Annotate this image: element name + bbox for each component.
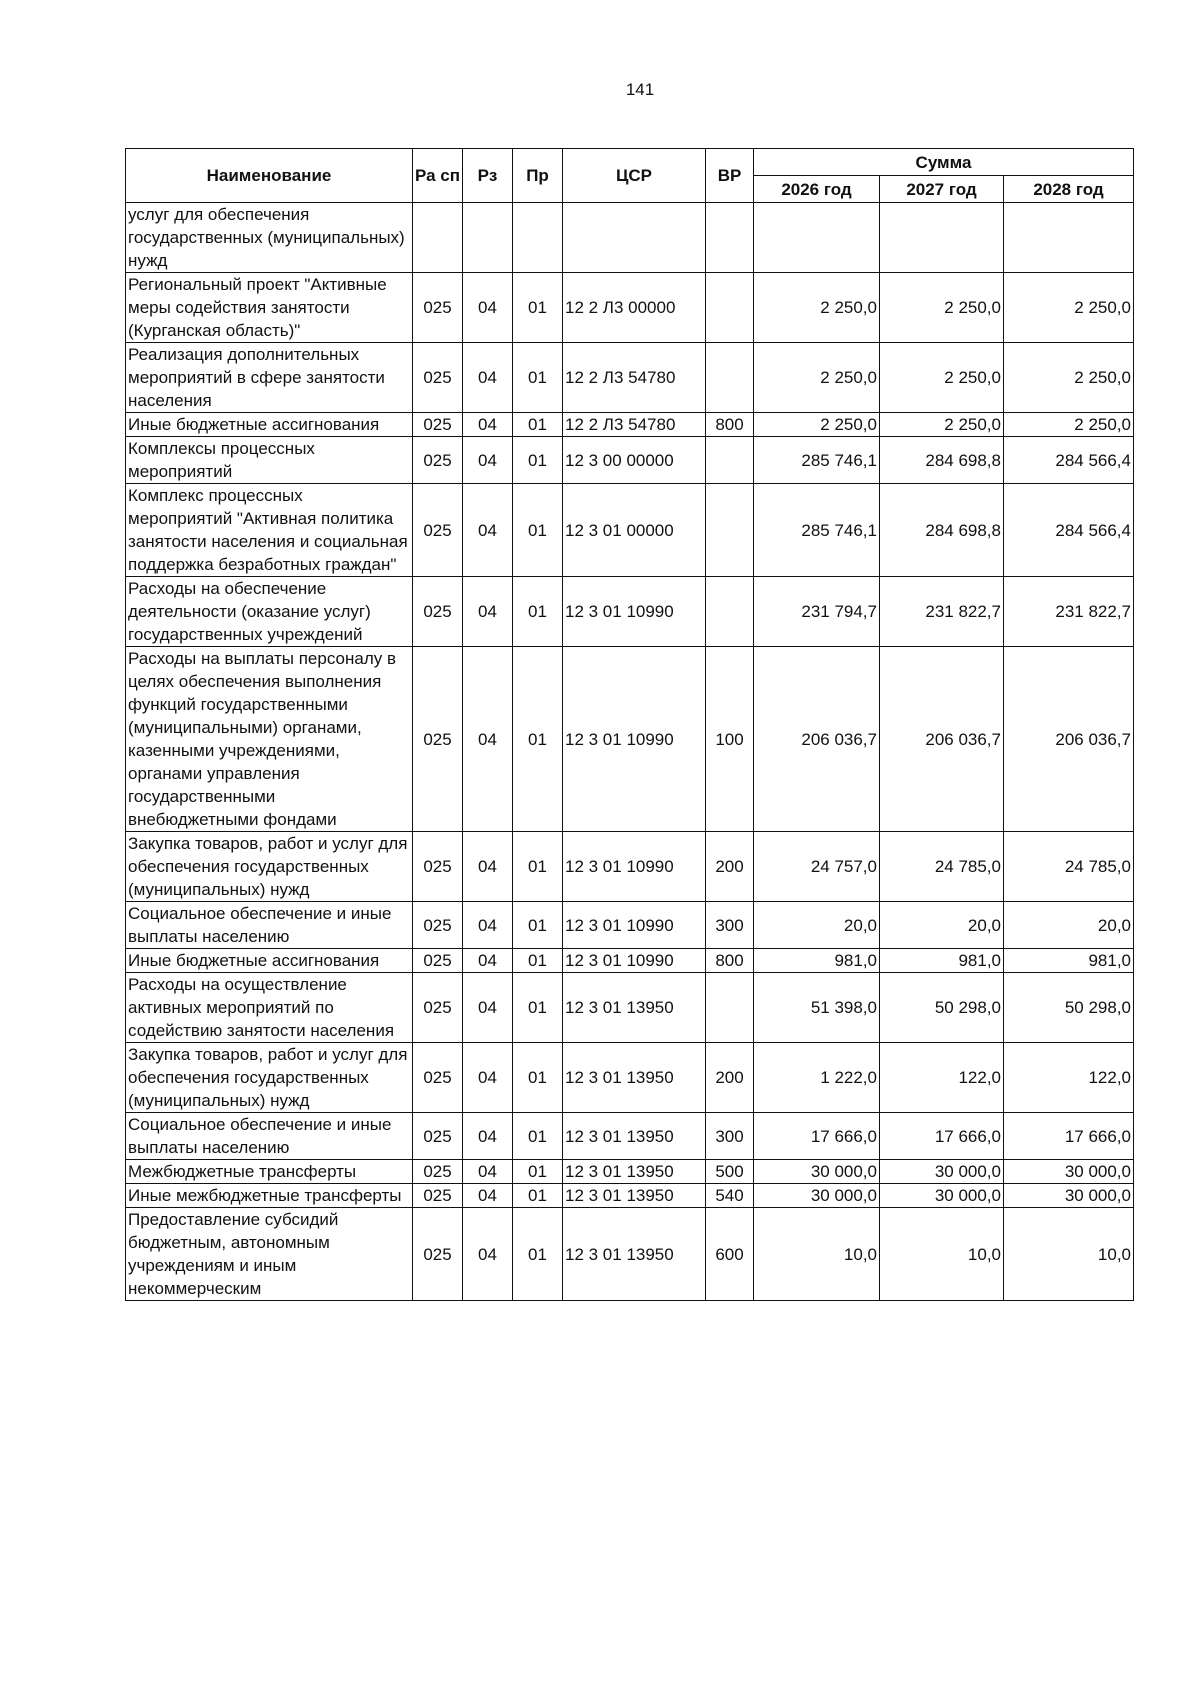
row-vr: 100 [706, 647, 754, 832]
header-pr: Пр [513, 149, 563, 203]
row-sum-2026: 981,0 [754, 949, 880, 973]
row-rz: 04 [463, 484, 513, 577]
row-sum-2027: 122,0 [880, 1043, 1004, 1113]
row-vr: 300 [706, 902, 754, 949]
row-rasp: 025 [413, 973, 463, 1043]
row-rasp: 025 [413, 273, 463, 343]
table-row [126, 1160, 1134, 1184]
row-sum-2028: 20,0 [1004, 902, 1134, 949]
table-row [126, 902, 1134, 949]
row-rasp: 025 [413, 1113, 463, 1160]
row-rz: 04 [463, 273, 513, 343]
row-vr [706, 437, 754, 484]
header-csr: ЦСР [563, 149, 706, 203]
row-name: Закупка товаров, работ и услуг для обеспечения государственных (муниципальных) нужд [126, 1043, 413, 1113]
row-pr: 01 [513, 973, 563, 1043]
row-rz: 04 [463, 973, 513, 1043]
row-rz: 04 [463, 413, 513, 437]
budget-table [125, 148, 1134, 1301]
row-sum-2026: 2 250,0 [754, 413, 880, 437]
row-rasp: 025 [413, 1184, 463, 1208]
row-sum-2026: 285 746,1 [754, 484, 880, 577]
row-pr: 01 [513, 437, 563, 484]
row-csr: 12 3 01 13950 [563, 1113, 706, 1160]
row-sum-2026: 10,0 [754, 1208, 880, 1301]
row-name: Расходы на выплаты персоналу в целях обеспечения выполнения функций государственными (муниципальными) органами, казенными учреждениями, органами управления государственными внебюджетными фондами [126, 647, 413, 832]
row-rasp: 025 [413, 437, 463, 484]
row-rasp: 025 [413, 1160, 463, 1184]
row-pr: 01 [513, 832, 563, 902]
row-sum-2027: 284 698,8 [880, 437, 1004, 484]
row-sum-2027: 20,0 [880, 902, 1004, 949]
row-sum-2028: 2 250,0 [1004, 273, 1134, 343]
row-csr: 12 3 01 13950 [563, 1184, 706, 1208]
row-sum-2028: 30 000,0 [1004, 1184, 1134, 1208]
row-name: Иные бюджетные ассигнования [126, 413, 413, 437]
row-vr: 600 [706, 1208, 754, 1301]
table-row [126, 343, 1134, 413]
table-row [126, 437, 1134, 484]
row-sum-2027: 2 250,0 [880, 343, 1004, 413]
row-sum-2028: 50 298,0 [1004, 973, 1134, 1043]
row-csr: 12 3 01 10990 [563, 949, 706, 973]
table-row [126, 1184, 1134, 1208]
row-vr: 200 [706, 832, 754, 902]
row-pr: 01 [513, 1113, 563, 1160]
row-sum-2028: 2 250,0 [1004, 343, 1134, 413]
row-rasp: 025 [413, 1208, 463, 1301]
header-sum: Сумма [754, 149, 1134, 176]
row-sum-2028: 24 785,0 [1004, 832, 1134, 902]
row-rasp: 025 [413, 413, 463, 437]
row-name: Комплекс процессных мероприятий "Активная политика занятости населения и социальная поддержка безработных граждан" [126, 484, 413, 577]
row-csr: 12 2 Л3 54780 [563, 413, 706, 437]
row-csr: 12 2 Л3 54780 [563, 343, 706, 413]
row-rasp: 025 [413, 647, 463, 832]
row-sum-2028: 2 250,0 [1004, 413, 1134, 437]
row-rz: 04 [463, 577, 513, 647]
row-name: Социальное обеспечение и иные выплаты населению [126, 1113, 413, 1160]
row-csr: 12 3 01 10990 [563, 577, 706, 647]
row-name: Комплексы процессных мероприятий [126, 437, 413, 484]
row-csr: 12 3 00 00000 [563, 437, 706, 484]
row-sum-2026: 231 794,7 [754, 577, 880, 647]
row-sum-2027: 2 250,0 [880, 273, 1004, 343]
row-csr: 12 3 01 10990 [563, 832, 706, 902]
row-vr [706, 203, 754, 273]
row-sum-2028: 231 822,7 [1004, 577, 1134, 647]
row-csr: 12 3 01 13950 [563, 1208, 706, 1301]
table-body [126, 203, 1134, 1301]
row-vr: 200 [706, 1043, 754, 1113]
row-rz: 04 [463, 902, 513, 949]
row-rz: 04 [463, 647, 513, 832]
row-csr: 12 3 01 10990 [563, 647, 706, 832]
table-row [126, 647, 1134, 832]
row-sum-2027: 284 698,8 [880, 484, 1004, 577]
row-name: Закупка товаров, работ и услуг для обеспечения государственных (муниципальных) нужд [126, 832, 413, 902]
table-row [126, 973, 1134, 1043]
row-csr: 12 3 01 00000 [563, 484, 706, 577]
table-row [126, 949, 1134, 973]
table-row [126, 484, 1134, 577]
row-vr [706, 577, 754, 647]
table-header [126, 149, 1134, 203]
row-rz: 04 [463, 1043, 513, 1113]
table-row [126, 832, 1134, 902]
row-rz: 04 [463, 949, 513, 973]
row-pr: 01 [513, 577, 563, 647]
row-rasp: 025 [413, 577, 463, 647]
row-rasp: 025 [413, 343, 463, 413]
row-sum-2026: 30 000,0 [754, 1184, 880, 1208]
row-sum-2026: 1 222,0 [754, 1043, 880, 1113]
row-sum-2028: 30 000,0 [1004, 1160, 1134, 1184]
row-csr: 12 3 01 13950 [563, 1160, 706, 1184]
row-name: Иные бюджетные ассигнования [126, 949, 413, 973]
header-name: Наименование [126, 149, 413, 203]
row-sum-2026: 51 398,0 [754, 973, 880, 1043]
row-name: услуг для обеспечения государственных (муниципальных) нужд [126, 203, 413, 273]
table-row [126, 1208, 1134, 1301]
row-rz: 04 [463, 343, 513, 413]
row-pr: 01 [513, 484, 563, 577]
row-sum-2027: 17 666,0 [880, 1113, 1004, 1160]
row-sum-2027: 30 000,0 [880, 1184, 1004, 1208]
row-csr [563, 203, 706, 273]
header-vr: ВР [706, 149, 754, 203]
row-vr: 500 [706, 1160, 754, 1184]
row-sum-2026: 30 000,0 [754, 1160, 880, 1184]
row-name: Расходы на обеспечение деятельности (оказание услуг) государственных учреждений [126, 577, 413, 647]
row-name: Межбюджетные трансферты [126, 1160, 413, 1184]
row-sum-2027: 30 000,0 [880, 1160, 1004, 1184]
row-rasp: 025 [413, 949, 463, 973]
row-sum-2026: 17 666,0 [754, 1113, 880, 1160]
row-sum-2026: 2 250,0 [754, 273, 880, 343]
row-vr [706, 973, 754, 1043]
row-pr: 01 [513, 343, 563, 413]
row-sum-2026 [754, 203, 880, 273]
row-csr: 12 3 01 13950 [563, 973, 706, 1043]
row-sum-2028: 284 566,4 [1004, 484, 1134, 577]
row-vr [706, 343, 754, 413]
row-rz [463, 203, 513, 273]
row-name: Реализация дополнительных мероприятий в сфере занятости населения [126, 343, 413, 413]
row-csr: 12 3 01 13950 [563, 1043, 706, 1113]
row-sum-2028: 981,0 [1004, 949, 1134, 973]
row-sum-2028: 284 566,4 [1004, 437, 1134, 484]
row-rasp: 025 [413, 1043, 463, 1113]
table-row [126, 413, 1134, 437]
row-vr [706, 484, 754, 577]
row-sum-2028: 122,0 [1004, 1043, 1134, 1113]
row-csr: 12 2 Л3 00000 [563, 273, 706, 343]
table-row [126, 203, 1134, 273]
row-sum-2027: 206 036,7 [880, 647, 1004, 832]
table-row [126, 273, 1134, 343]
row-rasp [413, 203, 463, 273]
row-sum-2027: 24 785,0 [880, 832, 1004, 902]
row-sum-2028: 10,0 [1004, 1208, 1134, 1301]
row-name: Предоставление субсидий бюджетным, автономным учреждениям и иным некоммерческим [126, 1208, 413, 1301]
row-rz: 04 [463, 1184, 513, 1208]
row-rasp: 025 [413, 832, 463, 902]
row-name: Иные межбюджетные трансферты [126, 1184, 413, 1208]
row-rz: 04 [463, 437, 513, 484]
row-rz: 04 [463, 1160, 513, 1184]
row-pr: 01 [513, 1208, 563, 1301]
row-rz: 04 [463, 832, 513, 902]
row-pr: 01 [513, 273, 563, 343]
table-row [126, 1113, 1134, 1160]
row-pr: 01 [513, 413, 563, 437]
row-sum-2026: 285 746,1 [754, 437, 880, 484]
row-vr [706, 273, 754, 343]
row-vr: 800 [706, 949, 754, 973]
row-sum-2027: 50 298,0 [880, 973, 1004, 1043]
row-rasp: 025 [413, 484, 463, 577]
row-pr: 01 [513, 1184, 563, 1208]
row-vr: 300 [706, 1113, 754, 1160]
header-rasp: Ра сп [413, 149, 463, 203]
row-pr: 01 [513, 949, 563, 973]
row-rasp: 025 [413, 902, 463, 949]
table-row [126, 577, 1134, 647]
table-row [126, 1043, 1134, 1113]
row-pr: 01 [513, 1043, 563, 1113]
header-rz: Рз [463, 149, 513, 203]
row-sum-2026: 20,0 [754, 902, 880, 949]
header-year-2028: 2028 год [1004, 176, 1134, 203]
page-number: 141 [625, 80, 655, 99]
row-csr: 12 3 01 10990 [563, 902, 706, 949]
row-sum-2028: 17 666,0 [1004, 1113, 1134, 1160]
row-pr: 01 [513, 1160, 563, 1184]
row-vr: 540 [706, 1184, 754, 1208]
row-sum-2027: 981,0 [880, 949, 1004, 973]
row-sum-2027 [880, 203, 1004, 273]
row-name: Региональный проект "Активные меры содействия занятости (Курганская область)" [126, 273, 413, 343]
row-pr: 01 [513, 647, 563, 832]
row-sum-2028 [1004, 203, 1134, 273]
row-pr: 01 [513, 902, 563, 949]
row-sum-2026: 2 250,0 [754, 343, 880, 413]
row-sum-2026: 24 757,0 [754, 832, 880, 902]
row-sum-2026: 206 036,7 [754, 647, 880, 832]
row-sum-2028: 206 036,7 [1004, 647, 1134, 832]
row-sum-2027: 2 250,0 [880, 413, 1004, 437]
header-year-2026: 2026 год [754, 176, 880, 203]
row-vr: 800 [706, 413, 754, 437]
row-sum-2027: 10,0 [880, 1208, 1004, 1301]
row-name: Социальное обеспечение и иные выплаты населению [126, 902, 413, 949]
row-pr [513, 203, 563, 273]
header-year-2027: 2027 год [880, 176, 1004, 203]
row-rz: 04 [463, 1113, 513, 1160]
row-name: Расходы на осуществление активных мероприятий по содействию занятости населения [126, 973, 413, 1043]
row-sum-2027: 231 822,7 [880, 577, 1004, 647]
row-rz: 04 [463, 1208, 513, 1301]
